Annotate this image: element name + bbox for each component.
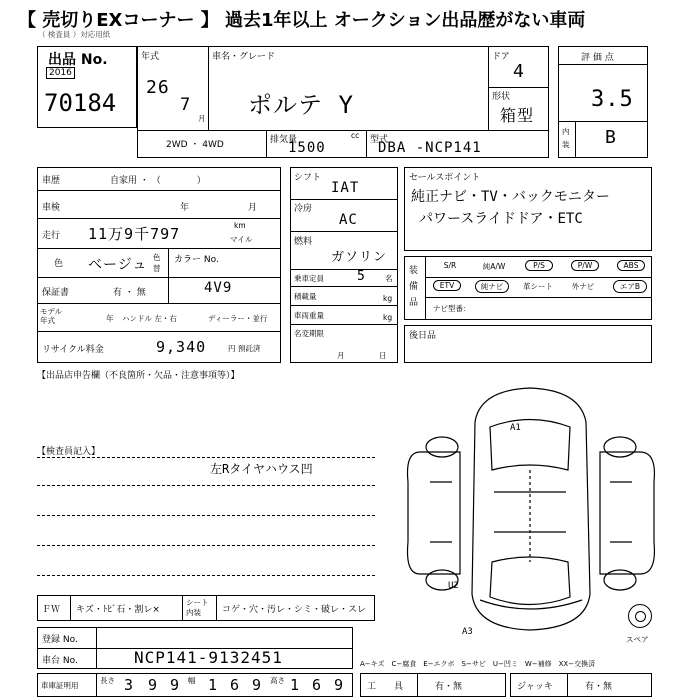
- inspector-header: 【検査員記入】: [37, 447, 101, 457]
- cert-height-1: 1: [290, 676, 301, 694]
- cert-height-3: 9: [334, 676, 345, 694]
- diagram-mark-a1: A1: [510, 423, 521, 433]
- interior-label: 内装: [562, 127, 570, 149]
- warranty-value: 有 ・ 無: [113, 288, 146, 298]
- jack-value: 有・無: [585, 682, 613, 692]
- spare-label: スペア: [626, 635, 649, 644]
- info-table: [37, 167, 281, 363]
- sales-point-line1: 純正ナビ・TV・バックモニター: [411, 189, 610, 205]
- diagram-mark-u2: U2: [448, 581, 459, 591]
- navi-model-label: ナビ型番：: [433, 304, 471, 313]
- name-change-day: 日: [379, 351, 387, 360]
- warranty-label: 保証書: [42, 288, 70, 298]
- lot-number: 70184: [44, 89, 117, 117]
- door-label: ドア: [492, 52, 510, 62]
- shift-label: シフト: [294, 173, 322, 183]
- cert-length-3: 9: [170, 676, 181, 694]
- mileage-value: 11万9千797: [88, 225, 181, 243]
- capacity-label: 乗車定員: [294, 274, 324, 283]
- color-code-label: カラー No.: [174, 255, 219, 265]
- mileage-unit-mile: マイル: [230, 235, 253, 244]
- seller-notes-header: 【出品店申告欄（不良箇所・欠品・注意事項等）】: [37, 371, 240, 381]
- equip-airbag: エアB: [613, 280, 647, 293]
- equip-pw: P/W: [571, 260, 599, 271]
- color-code-value: 4V9: [204, 280, 233, 296]
- inspection-month: 月: [248, 203, 258, 213]
- ac-label: 冷房: [294, 204, 313, 214]
- equip-etv: ETV: [433, 280, 461, 291]
- equipment-box: [404, 256, 652, 320]
- shape-label: 形状: [492, 92, 511, 102]
- sales-points-label: セールスポイント: [409, 173, 481, 183]
- registration-label: 登録 No.: [42, 635, 78, 645]
- cert-height-2: 6: [312, 676, 323, 694]
- sales-point-line2: パワースライドドア・ETC: [419, 211, 583, 227]
- cert-width-3: 9: [252, 676, 263, 694]
- registration-box: [37, 627, 353, 669]
- color-label: 色: [54, 259, 64, 269]
- fuel-label: 燃料: [294, 237, 313, 247]
- fw-items: キズ・ﾄﾋﾞ石・割レ×: [76, 605, 160, 615]
- mileage-label: 走行: [42, 231, 61, 241]
- equip-leather: 革シート: [523, 282, 553, 291]
- car-name: ポルテ Y: [248, 91, 354, 119]
- year-label: 年式: [141, 52, 160, 62]
- fw-box: [37, 595, 375, 621]
- vehicle-box: [137, 46, 549, 158]
- model-year-label: モデル年式: [40, 307, 63, 325]
- equip-navi: 純ナビ: [475, 280, 509, 293]
- displacement-label: 排気量: [270, 135, 298, 145]
- shape-value: 箱型: [500, 106, 535, 125]
- capacity-value: 5: [357, 269, 366, 284]
- tools-value: 有・無: [435, 682, 463, 692]
- mid-table: [290, 167, 398, 363]
- later-docs-box: [404, 325, 652, 363]
- model-value: DBA -NCP141: [378, 140, 482, 156]
- model-label: 型式: [370, 135, 389, 145]
- inspection-label: 車検: [42, 203, 61, 213]
- model-year-handle: ハンドル 左・右: [122, 314, 177, 323]
- name-change-month: 月: [337, 351, 345, 360]
- recycle-label: リサイクル料金: [42, 345, 104, 355]
- score-box: [558, 46, 648, 158]
- fuel-value: ガソリン: [331, 250, 388, 265]
- score-label: 評 価 点: [581, 53, 614, 63]
- car-diagram: [400, 382, 665, 640]
- chassis-number: NCP141-9132451: [134, 648, 283, 667]
- recycle-unit: 円 預託済: [228, 344, 261, 353]
- jack-box: [510, 673, 652, 697]
- payload-unit: kg: [383, 294, 393, 303]
- cert-width-2: 6: [230, 676, 241, 694]
- lot-label: 出品 No.: [48, 52, 108, 68]
- month-value: 7: [180, 95, 192, 115]
- subhead: （ 検査員 ）対応用紙: [38, 30, 111, 39]
- equip-ext-navi: 外ナビ: [571, 282, 595, 291]
- year-value: 26: [146, 77, 170, 98]
- equipment-label: 装備品: [409, 266, 419, 308]
- name-change-label: 名変期限: [294, 329, 324, 338]
- history-value: 自家用 ・ （ ）: [110, 176, 206, 186]
- inspector-note: 左Rタイヤハウス凹: [210, 462, 313, 476]
- model-year-dealer: ディーラー・並行: [208, 314, 268, 323]
- name-label: 車名・グレード: [212, 52, 276, 62]
- seat-items: コゲ・穴・汚レ・シミ・破レ・スレ: [222, 605, 367, 615]
- interior-value: B: [605, 127, 617, 148]
- mileage-unit-km: km: [234, 221, 246, 230]
- damage-legend: A−キズ C−腐食 E−エクボ S−サビ U−凹ミ W−補修 XX−交換済: [360, 660, 596, 668]
- inspection-year: 年: [180, 203, 190, 213]
- certificate-label: 車庫証明用: [41, 681, 79, 690]
- drive-type: 2WD ・ 4WD: [166, 140, 224, 150]
- weight-unit: kg: [383, 313, 393, 322]
- later-docs-label: 後日品: [409, 331, 437, 341]
- lot-year: 2016: [46, 67, 75, 79]
- displacement-value: 1500: [288, 140, 326, 156]
- capacity-unit: 名: [385, 274, 393, 283]
- model-year-year: 年: [106, 314, 114, 323]
- score-value: 3.5: [591, 87, 634, 112]
- payload-label: 積載量: [294, 292, 317, 301]
- fw-label: ＦＷ: [42, 605, 61, 615]
- color-swap: 色替: [153, 253, 161, 273]
- shift-value: IAT: [331, 180, 360, 196]
- tools-label: 工 具: [367, 682, 404, 692]
- equip-abs: ABS: [617, 260, 645, 271]
- certificate-box: 車庫証明用 長さ 3 9 9 幅 1 6 9 高さ 1 6 9: [37, 673, 353, 697]
- equip-ps: P/S: [525, 260, 553, 271]
- equip-alloy: 純A/W: [482, 262, 506, 271]
- cert-length-2: 9: [148, 676, 159, 694]
- seat-label: シート 内装: [186, 598, 209, 617]
- history-label: 車歴: [42, 176, 61, 186]
- ac-value: AC: [339, 212, 358, 228]
- displacement-unit: cc: [351, 131, 360, 140]
- recycle-value: 9,340: [156, 338, 207, 356]
- diagram-mark-a3: A3: [462, 627, 473, 637]
- lot-box: [37, 46, 137, 128]
- equip-sr: S/R: [443, 261, 457, 270]
- spare-tire-icon: [628, 604, 652, 628]
- cert-length-1: 3: [124, 676, 135, 694]
- sales-points-box: [404, 167, 652, 251]
- cert-width-1: 1: [208, 676, 219, 694]
- color-value: ベージュ: [88, 257, 148, 273]
- jack-label: ジャッキ: [517, 682, 553, 692]
- chassis-label: 車台 No.: [42, 656, 78, 666]
- tools-box: [360, 673, 506, 697]
- weight-label: 車両重量: [294, 311, 324, 320]
- door-value: 4: [513, 61, 525, 82]
- month-suffix: 月: [198, 114, 206, 123]
- banner: 【 売切りEXコーナー 】 過去1年以上 オークション出品歴がない車両: [18, 10, 586, 31]
